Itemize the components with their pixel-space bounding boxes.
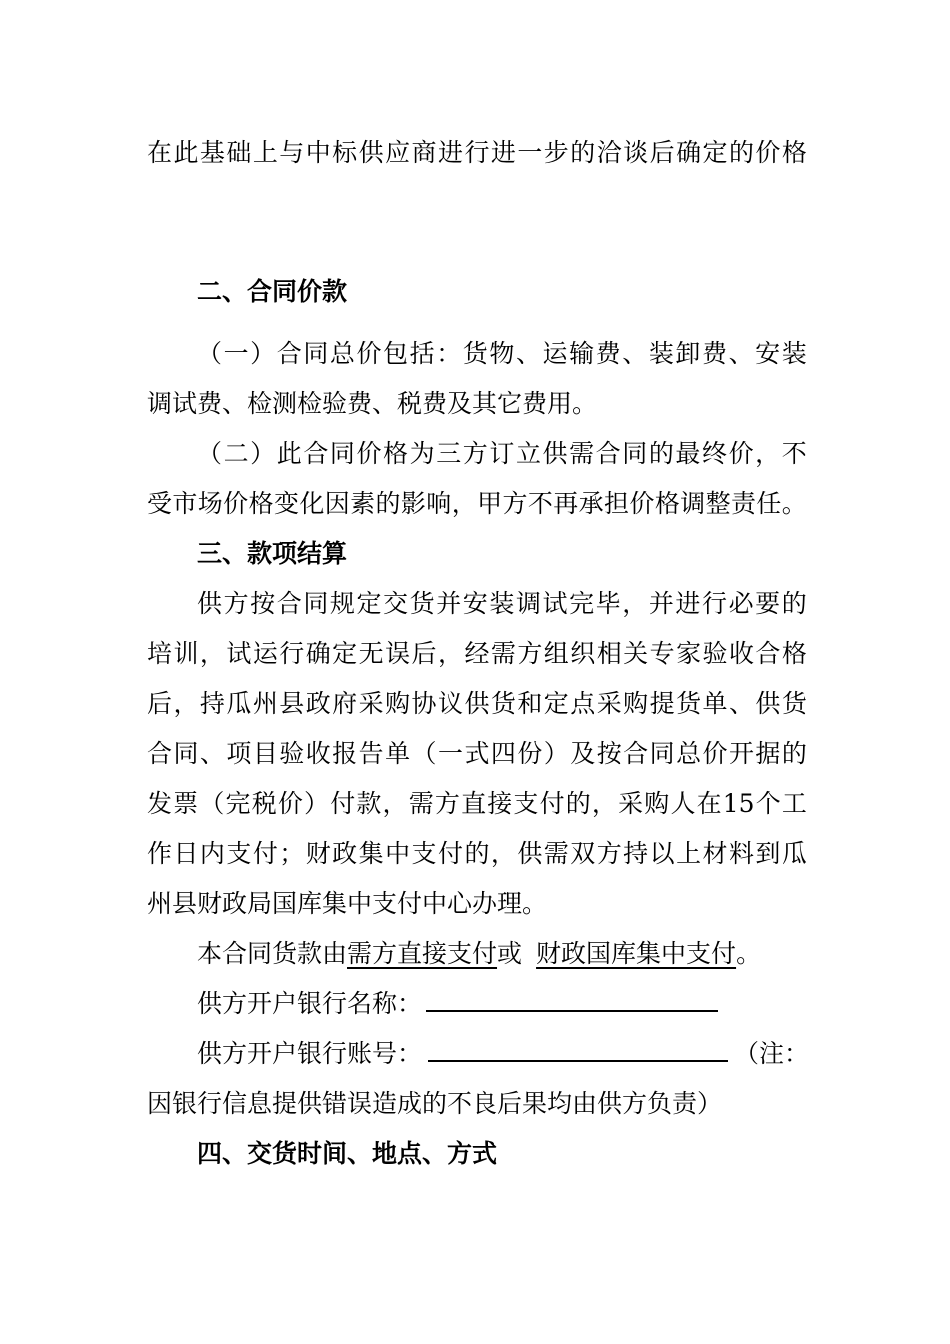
payment-option-treasury: 财政国库集中支付 xyxy=(536,939,737,968)
payment-method-line xyxy=(197,938,761,970)
paragraph-line: 合 同 、 项 目 验 收 报 告 单 （ 一 式 四 份 ） 及 按 合 同 总 价 开 据 的 xyxy=(147,739,807,768)
paragraph-line: 培 训 ， 试 运 行 确 定 无 误 后 ， 经 需 方 组 织 相 关 专 家 验 收 合 格 xyxy=(147,639,807,668)
paragraph-line: 后 ， 持 瓜 州 县 政 府 采 购 协 议 供 货 和 定 点 采 购 提 货 单 、 供 货 xyxy=(147,689,807,718)
payment-suffix: 。 xyxy=(736,939,762,968)
paragraph-line: 调试费、检测检验费、税费及其它费用。 xyxy=(147,389,598,418)
bank-name-line xyxy=(197,988,718,1020)
payment-or: 或 xyxy=(497,939,523,968)
bank-account-blank xyxy=(428,1054,728,1062)
paragraph-line: （ 一 ） 合 同 总 价 包 括 ： 货 物 、 运 输 费 、 装 卸 费 、 安 装 xyxy=(197,339,807,368)
paragraph-line: 受 市 场 价 格 变 化 因 素 的 影 响 ， 甲 方 不 再 承 担 价 格 调 整 责 任 。 xyxy=(147,489,807,518)
section-heading: 四、交货时间、地点、方式 xyxy=(197,1139,498,1168)
payment-option-direct: 需方直接支付 xyxy=(347,939,498,968)
note-line: 因银行信息提供错误造成的不良后果均由供方负责） xyxy=(147,1089,723,1118)
bank-account-line xyxy=(197,1038,809,1070)
paragraph-line: 供 方 按 合 同 规 定 交 货 并 安 装 调 试 完 毕 ， 并 进 行 必 要 的 xyxy=(197,589,807,618)
bank-name-label: 供方开户银行名称： xyxy=(197,989,423,1018)
section-heading: 三、款项结算 xyxy=(197,539,348,568)
note-open: （注： xyxy=(734,1039,810,1068)
bank-account-label: 供方开户银行账号： xyxy=(197,1039,423,1068)
paragraph-line: 州县财政局国库集中支付中心办理。 xyxy=(147,889,548,918)
section-heading: 二、合同价款 xyxy=(197,277,348,306)
bank-name-blank xyxy=(426,1004,718,1012)
payment-prefix: 本合同货款由 xyxy=(197,939,348,968)
paragraph-line: （ 二 ） 此 合 同 价 格 为 三 方 订 立 供 需 合 同 的 最 终 价 ， 不 xyxy=(197,439,807,468)
paragraph-line: 作 日 内 支 付 ； 财 政 集 中 支 付 的 ， 供 需 双 方 持 以 上 材 料 到 瓜 xyxy=(147,839,807,868)
paragraph-line: 发 票 （ 完 税 价 ） 付 款 ， 需 方 直 接 支 付 的 ， 采 购 人 在 15 个 工 xyxy=(147,789,807,818)
paragraph-line: 在 此 基 础 上 与 中 标 供 应 商 进 行 进 一 步 的 洽 谈 后 确 定 的 价 格 xyxy=(147,138,807,167)
